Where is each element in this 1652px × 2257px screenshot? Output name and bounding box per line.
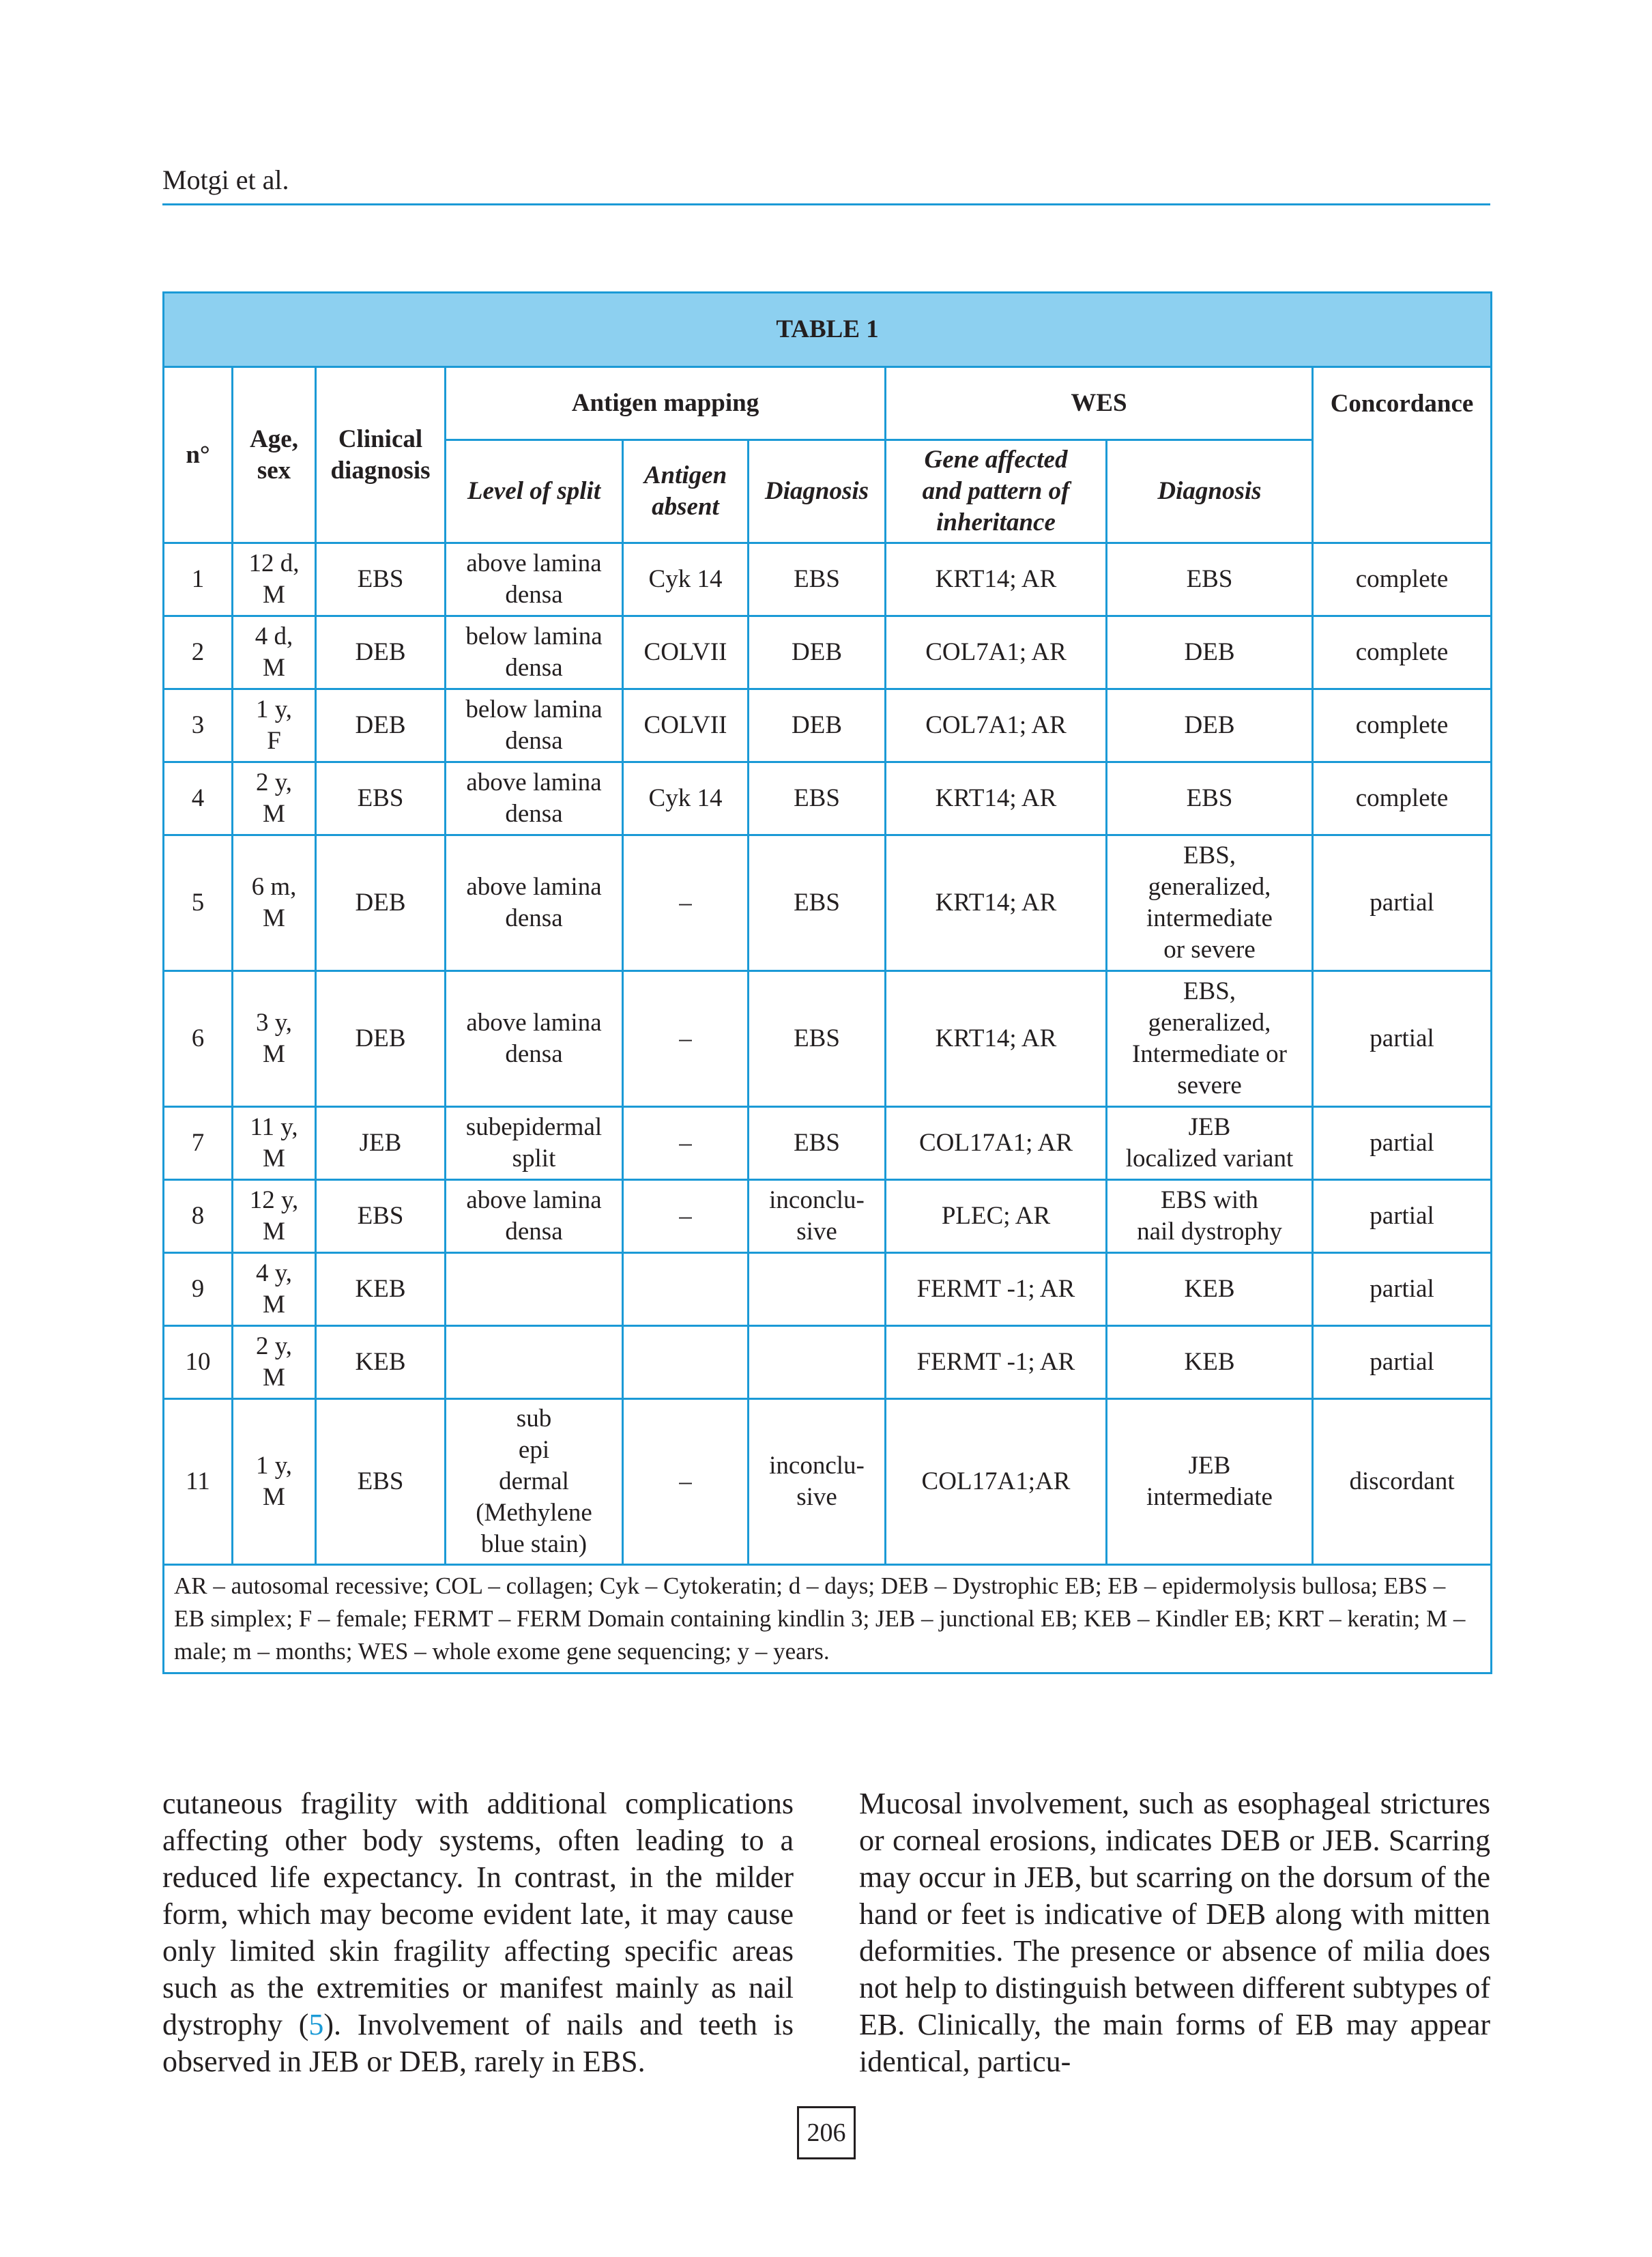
cell-clinical-diagnosis: EBS bbox=[316, 1180, 446, 1253]
cell-age-sex: 3 y, M bbox=[233, 971, 316, 1107]
cell-clinical-diagnosis: EBS bbox=[316, 1399, 446, 1565]
cell-clinical-diagnosis: DEB bbox=[316, 689, 446, 762]
cell-n: 1 bbox=[164, 543, 233, 616]
cell-am-diagnosis: inconclu- sive bbox=[749, 1399, 886, 1565]
cell-clinical-diagnosis: EBS bbox=[316, 543, 446, 616]
cell-n: 11 bbox=[164, 1399, 233, 1565]
cell-antigen-absent: COLVII bbox=[623, 616, 749, 689]
cell-antigen-absent: Cyk 14 bbox=[623, 762, 749, 835]
table-row bbox=[164, 762, 1492, 835]
cell-clinical-diagnosis: DEB bbox=[316, 971, 446, 1107]
cell-gene: COL17A1;AR bbox=[886, 1399, 1107, 1565]
cell-gene: FERMT -1; AR bbox=[886, 1326, 1107, 1399]
col-header-n: n° bbox=[164, 367, 233, 543]
table-row bbox=[164, 971, 1492, 1107]
cell-n: 5 bbox=[164, 835, 233, 971]
cell-antigen-absent bbox=[623, 1253, 749, 1326]
cell-am-diagnosis: inconclu- sive bbox=[749, 1180, 886, 1253]
cell-antigen-absent: – bbox=[623, 835, 749, 971]
cell-am-diagnosis: EBS bbox=[749, 762, 886, 835]
cell-n: 9 bbox=[164, 1253, 233, 1326]
cell-age-sex: 11 y, M bbox=[233, 1107, 316, 1180]
col-header-age-sex: Age, sex bbox=[233, 367, 316, 543]
cell-gene: COL17A1; AR bbox=[886, 1107, 1107, 1180]
cell-gene: PLEC; AR bbox=[886, 1180, 1107, 1253]
cell-concordance: complete bbox=[1313, 762, 1492, 835]
col-header-concordance: Concordance bbox=[1313, 367, 1492, 543]
cell-n: 3 bbox=[164, 689, 233, 762]
table-row bbox=[164, 835, 1492, 971]
cell-am-diagnosis bbox=[749, 1253, 886, 1326]
cell-antigen-absent bbox=[623, 1326, 749, 1399]
cell-gene: COL7A1; AR bbox=[886, 616, 1107, 689]
table-row bbox=[164, 1399, 1492, 1565]
table-row bbox=[164, 1253, 1492, 1326]
cell-wes-diagnosis: EBS bbox=[1107, 543, 1313, 616]
cell-level-of-split: above lamina densa bbox=[446, 971, 623, 1107]
cell-age-sex: 6 m, M bbox=[233, 835, 316, 971]
cell-concordance: partial bbox=[1313, 1107, 1492, 1180]
cell-am-diagnosis: EBS bbox=[749, 835, 886, 971]
cell-n: 2 bbox=[164, 616, 233, 689]
cell-clinical-diagnosis: DEB bbox=[316, 616, 446, 689]
cell-am-diagnosis: DEB bbox=[749, 616, 886, 689]
cell-wes-diagnosis: EBS, generalized, Intermediate or severe bbox=[1107, 971, 1313, 1107]
cell-level-of-split: above lamina densa bbox=[446, 543, 623, 616]
cell-level-of-split: below lamina densa bbox=[446, 689, 623, 762]
col-header-antigen-absent: Antigen absent bbox=[623, 440, 749, 543]
cell-concordance: partial bbox=[1313, 1253, 1492, 1326]
reference-link-5[interactable]: 5 bbox=[308, 2008, 324, 2041]
table-body bbox=[164, 543, 1492, 1565]
cell-wes-diagnosis: DEB bbox=[1107, 616, 1313, 689]
cell-am-diagnosis: DEB bbox=[749, 689, 886, 762]
cell-wes-diagnosis: EBS bbox=[1107, 762, 1313, 835]
cell-am-diagnosis: EBS bbox=[749, 971, 886, 1107]
cell-gene: KRT14; AR bbox=[886, 971, 1107, 1107]
body-text-left-end: ). Involvement of nails and teeth is observed in JEB or DEB, rarely in EBS. bbox=[162, 2008, 794, 2078]
cell-concordance: complete bbox=[1313, 543, 1492, 616]
cell-wes-diagnosis: KEB bbox=[1107, 1253, 1313, 1326]
table-footnote: AR – autosomal recessive; COL – collagen; Cyk – Cytokeratin; d – days; DEB – Dystrophic EB; EB – epidermolysis bullosa; EBS – EB simplex; F – female; FERMT – FERM Domain containing kindlin 3; JEB – junctional EB; KEB – Kindler EB; KRT – keratin; M – male; m – months; WES – whole exome gene sequencing; y – years. bbox=[164, 1565, 1492, 1673]
col-header-clinical-diagnosis: Clinical diagnosis bbox=[316, 367, 446, 543]
col-header-antigen-mapping: Antigen mapping bbox=[446, 367, 886, 440]
col-header-gene-affected: Gene affected and pattern of inheritance bbox=[886, 440, 1107, 543]
cell-clinical-diagnosis: DEB bbox=[316, 835, 446, 971]
cell-antigen-absent: Cyk 14 bbox=[623, 543, 749, 616]
body-column-left bbox=[162, 1785, 794, 2080]
running-head: Motgi et al. bbox=[162, 164, 1490, 205]
cell-wes-diagnosis: KEB bbox=[1107, 1326, 1313, 1399]
cell-concordance: complete bbox=[1313, 689, 1492, 762]
cell-wes-diagnosis: JEB intermediate bbox=[1107, 1399, 1313, 1565]
cell-level-of-split: above lamina densa bbox=[446, 835, 623, 971]
cell-wes-diagnosis: EBS with nail dystrophy bbox=[1107, 1180, 1313, 1253]
cell-n: 10 bbox=[164, 1326, 233, 1399]
table-row bbox=[164, 1107, 1492, 1180]
cell-wes-diagnosis: JEB localized variant bbox=[1107, 1107, 1313, 1180]
cell-level-of-split bbox=[446, 1326, 623, 1399]
cell-clinical-diagnosis: EBS bbox=[316, 762, 446, 835]
cell-level-of-split bbox=[446, 1253, 623, 1326]
cell-age-sex: 2 y, M bbox=[233, 1326, 316, 1399]
cell-n: 7 bbox=[164, 1107, 233, 1180]
cell-am-diagnosis bbox=[749, 1326, 886, 1399]
col-header-level-of-split: Level of split bbox=[446, 440, 623, 543]
col-header-am-diagnosis: Diagnosis bbox=[749, 440, 886, 543]
table-row bbox=[164, 616, 1492, 689]
cell-concordance: discordant bbox=[1313, 1399, 1492, 1565]
cell-concordance: complete bbox=[1313, 616, 1492, 689]
table-caption: TABLE 1 bbox=[164, 293, 1492, 367]
body-text-left-start: cutaneous fragility with additional complications affecting other body systems, often leading to a reduced life expectancy. In contrast, in the milder form, which may become evident late, it may cause only limited skin fragility affecting specific areas such as the extremities or manifest mainly as nail dystrophy ( bbox=[162, 1787, 794, 2041]
cell-gene: KRT14; AR bbox=[886, 835, 1107, 971]
cell-wes-diagnosis: DEB bbox=[1107, 689, 1313, 762]
table-1 bbox=[162, 291, 1490, 1674]
cell-clinical-diagnosis: KEB bbox=[316, 1326, 446, 1399]
cell-concordance: partial bbox=[1313, 1180, 1492, 1253]
cell-antigen-absent: – bbox=[623, 971, 749, 1107]
cell-n: 4 bbox=[164, 762, 233, 835]
cell-level-of-split: subepidermal split bbox=[446, 1107, 623, 1180]
cell-concordance: partial bbox=[1313, 835, 1492, 971]
cell-antigen-absent: – bbox=[623, 1107, 749, 1180]
cell-am-diagnosis: EBS bbox=[749, 543, 886, 616]
cell-age-sex: 12 d, M bbox=[233, 543, 316, 616]
cell-gene: KRT14; AR bbox=[886, 762, 1107, 835]
cell-age-sex: 12 y, M bbox=[233, 1180, 316, 1253]
table-row bbox=[164, 1326, 1492, 1399]
cell-clinical-diagnosis: KEB bbox=[316, 1253, 446, 1326]
cell-am-diagnosis: EBS bbox=[749, 1107, 886, 1180]
cell-clinical-diagnosis: JEB bbox=[316, 1107, 446, 1180]
table-row bbox=[164, 689, 1492, 762]
cell-gene: COL7A1; AR bbox=[886, 689, 1107, 762]
results-table bbox=[162, 291, 1492, 1674]
page-number: 206 bbox=[797, 2106, 856, 2159]
cell-level-of-split: below lamina densa bbox=[446, 616, 623, 689]
cell-gene: FERMT -1; AR bbox=[886, 1253, 1107, 1326]
cell-level-of-split: sub epi dermal (Methylene blue stain) bbox=[446, 1399, 623, 1565]
col-header-wes: WES bbox=[886, 367, 1313, 440]
cell-age-sex: 1 y, M bbox=[233, 1399, 316, 1565]
cell-age-sex: 2 y, M bbox=[233, 762, 316, 835]
cell-antigen-absent: COLVII bbox=[623, 689, 749, 762]
cell-level-of-split: above lamina densa bbox=[446, 1180, 623, 1253]
cell-wes-diagnosis: EBS, generalized, intermediate or severe bbox=[1107, 835, 1313, 971]
cell-concordance: partial bbox=[1313, 1326, 1492, 1399]
table-row bbox=[164, 1180, 1492, 1253]
cell-concordance: partial bbox=[1313, 971, 1492, 1107]
body-column-right: Mucosal involvement, such as esophageal strictures or corneal erosions, indicates DEB or JEB. Scarring may occur in JEB, but scarring on the dorsum of the hand or feet is indicative of DEB along with mitten deformities. The presence or absence of milia does not help to distinguish between different subtypes of EB. Clinically, the main forms of EB may appear identical, particu- bbox=[859, 1787, 1490, 2078]
cell-age-sex: 4 y, M bbox=[233, 1253, 316, 1326]
cell-age-sex: 1 y, F bbox=[233, 689, 316, 762]
table-row bbox=[164, 543, 1492, 616]
cell-n: 8 bbox=[164, 1180, 233, 1253]
cell-level-of-split: above lamina densa bbox=[446, 762, 623, 835]
col-header-wes-diagnosis: Diagnosis bbox=[1107, 440, 1313, 543]
cell-n: 6 bbox=[164, 971, 233, 1107]
cell-gene: KRT14; AR bbox=[886, 543, 1107, 616]
cell-antigen-absent: – bbox=[623, 1180, 749, 1253]
cell-age-sex: 4 d, M bbox=[233, 616, 316, 689]
cell-antigen-absent: – bbox=[623, 1399, 749, 1565]
